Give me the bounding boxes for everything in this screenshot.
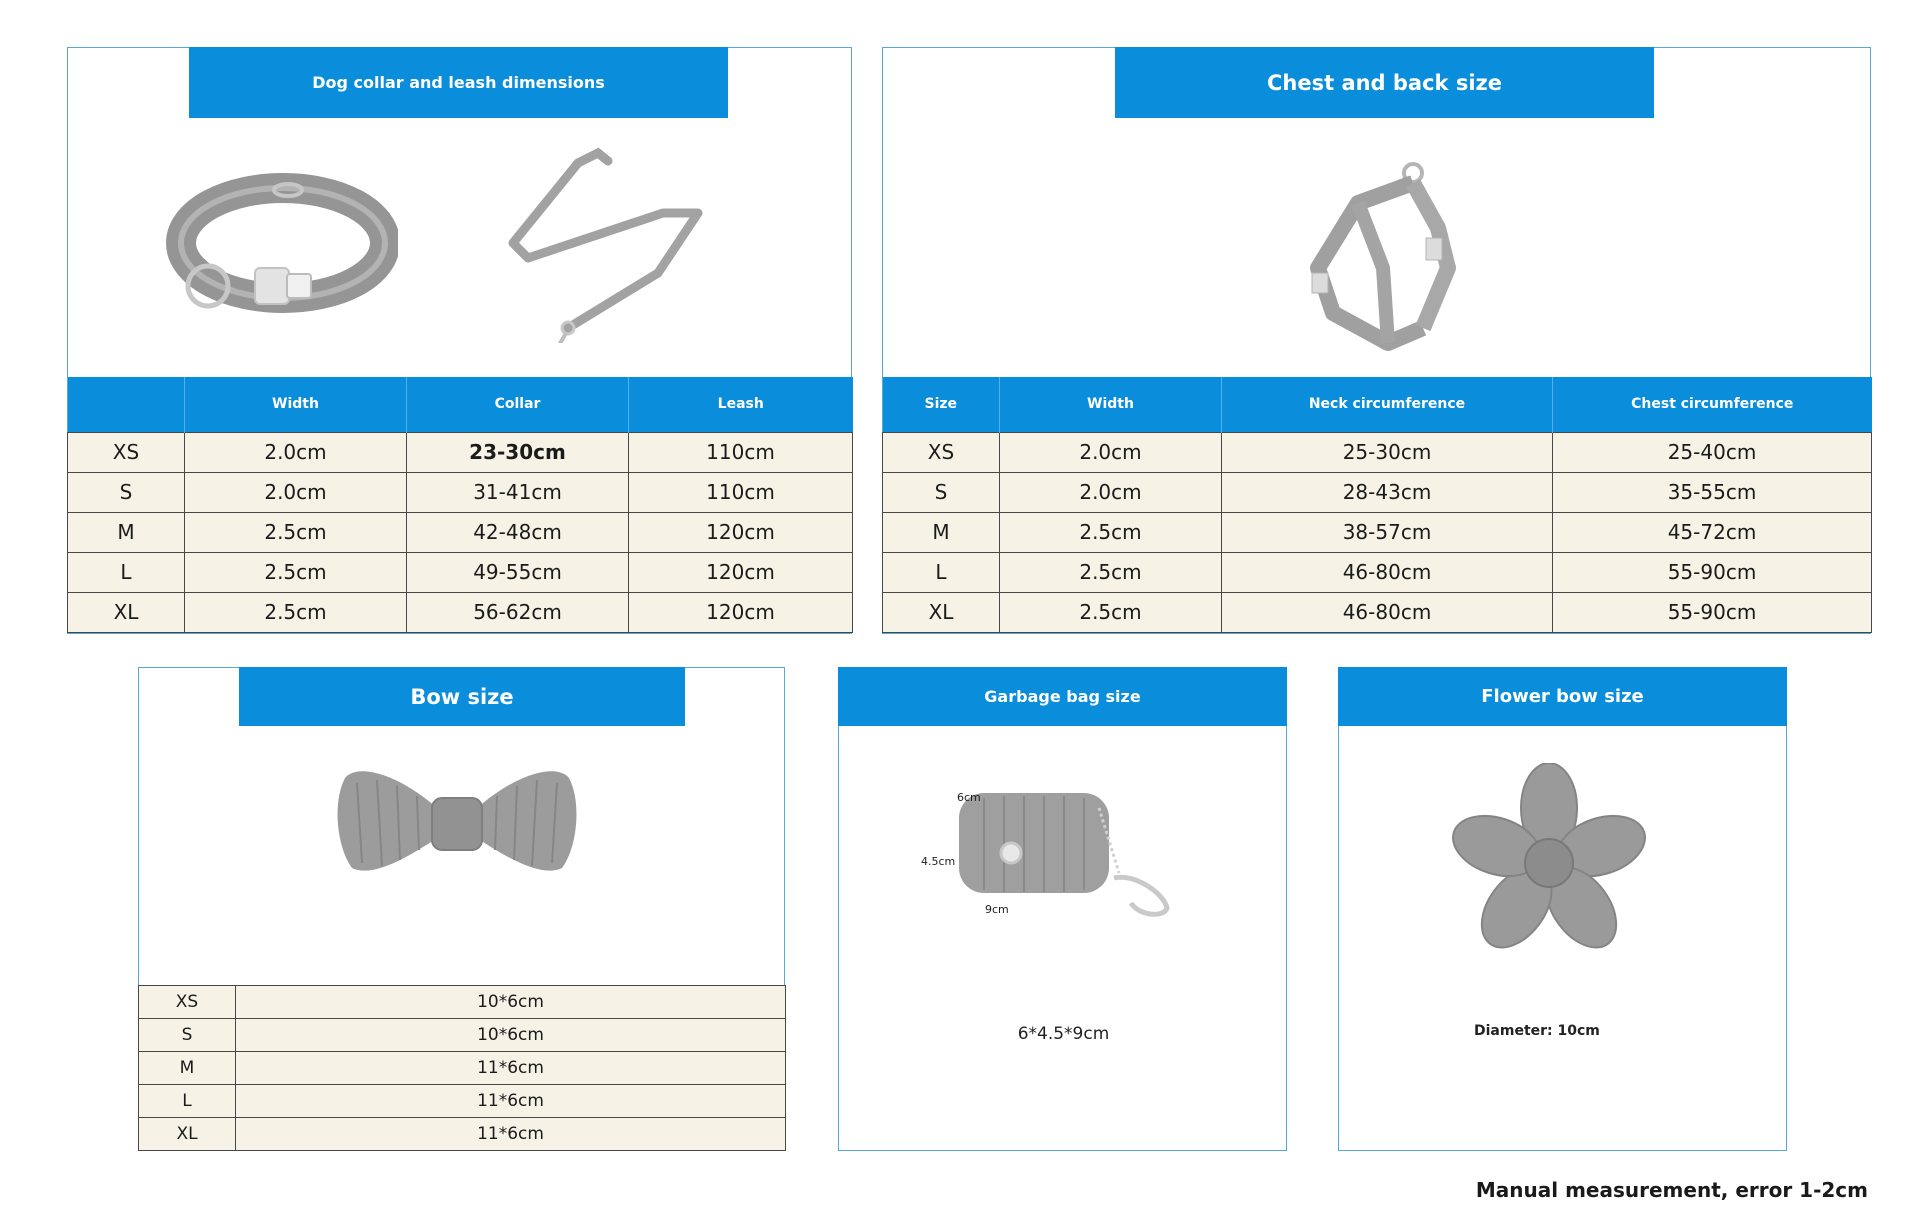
table-row <box>139 986 786 1019</box>
header-width: Width <box>1000 377 1222 432</box>
width-cell: 2.5cm <box>1000 512 1222 552</box>
size-cell: L <box>883 552 1000 592</box>
table-row <box>883 512 1872 552</box>
size-cell: S <box>68 472 185 512</box>
measurement-footnote: Manual measurement, error 1-2cm <box>1475 1178 1868 1202</box>
size-cell: XS <box>68 432 185 472</box>
flower-bow-panel <box>1338 667 1787 1151</box>
collar-size-table <box>67 377 853 633</box>
size-cell: XS <box>883 432 1000 472</box>
collar-image <box>163 168 398 323</box>
size-cell: XL <box>883 592 1000 632</box>
leash-cell: 110cm <box>629 432 853 472</box>
table-row <box>139 1085 786 1118</box>
harness-image <box>1288 158 1468 358</box>
chest-cell: 55-90cm <box>1553 592 1872 632</box>
width-cell: 2.5cm <box>1000 592 1222 632</box>
neck-cell: 46-80cm <box>1222 592 1553 632</box>
harness-title: Chest and back size <box>1115 47 1654 118</box>
leash-cell: 120cm <box>629 512 853 552</box>
width-cell: 2.0cm <box>1000 432 1222 472</box>
header-size <box>68 377 185 432</box>
dimension-cell: 10*6cm <box>236 986 786 1019</box>
table-row <box>883 592 1872 632</box>
dimension-cell: 11*6cm <box>236 1118 786 1151</box>
neck-cell: 38-57cm <box>1222 512 1553 552</box>
flower-diameter-caption: Diameter: 10cm <box>1474 1023 1600 1039</box>
header-chest: Chest circumference <box>1553 377 1872 432</box>
bow-size-table <box>138 985 786 1151</box>
table-row <box>139 1019 786 1052</box>
width-cell: 2.5cm <box>185 592 407 632</box>
width-cell: 2.5cm <box>185 512 407 552</box>
dimension-cell: 10*6cm <box>236 1019 786 1052</box>
flower-bow-image <box>1449 763 1649 963</box>
bag-height-label: 4.5cm <box>921 855 956 868</box>
header-size: Size <box>883 377 1000 432</box>
table-row <box>68 472 853 512</box>
chest-cell: 55-90cm <box>1553 552 1872 592</box>
width-cell: 2.0cm <box>185 472 407 512</box>
size-cell: XL <box>68 592 185 632</box>
table-row <box>68 592 853 632</box>
collar-cell: 31-41cm <box>407 472 629 512</box>
bow-title: Bow size <box>239 667 685 726</box>
size-cell: S <box>139 1019 236 1052</box>
width-cell: 2.0cm <box>185 432 407 472</box>
collar-cell: 23-30cm <box>407 432 629 472</box>
flower-bow-title: Flower bow size <box>1338 667 1787 726</box>
chest-cell: 45-72cm <box>1553 512 1872 552</box>
collar-cell: 56-62cm <box>407 592 629 632</box>
table-row <box>883 472 1872 512</box>
leash-cell: 120cm <box>629 592 853 632</box>
leash-cell: 110cm <box>629 472 853 512</box>
table-row <box>68 552 853 592</box>
neck-cell: 25-30cm <box>1222 432 1553 472</box>
size-cell: M <box>139 1052 236 1085</box>
chest-cell: 35-55cm <box>1553 472 1872 512</box>
collar-cell: 49-55cm <box>407 552 629 592</box>
size-cell: XL <box>139 1118 236 1151</box>
size-cell: M <box>883 512 1000 552</box>
bag-depth-label: 6cm <box>957 791 981 804</box>
collar-leash-title: Dog collar and leash dimensions <box>189 47 728 118</box>
garbage-bag-title: Garbage bag size <box>838 667 1287 726</box>
bow-image <box>327 758 587 893</box>
dimension-cell: 11*6cm <box>236 1052 786 1085</box>
harness-panel <box>882 47 1871 634</box>
leash-image <box>498 143 718 348</box>
header-collar: Collar <box>407 377 629 432</box>
table-row <box>68 512 853 552</box>
harness-size-table <box>882 377 1872 633</box>
neck-cell: 46-80cm <box>1222 552 1553 592</box>
table-row <box>883 552 1872 592</box>
width-cell: 2.5cm <box>185 552 407 592</box>
size-cell: M <box>68 512 185 552</box>
header-width: Width <box>185 377 407 432</box>
chest-cell: 25-40cm <box>1553 432 1872 472</box>
size-cell: L <box>68 552 185 592</box>
size-cell: XS <box>139 986 236 1019</box>
dimension-cell: 11*6cm <box>236 1085 786 1118</box>
collar-cell: 42-48cm <box>407 512 629 552</box>
table-row <box>139 1118 786 1151</box>
header-leash: Leash <box>629 377 853 432</box>
width-cell: 2.0cm <box>1000 472 1222 512</box>
bow-panel <box>138 667 785 1151</box>
bag-dimensions-caption: 6*4.5*9cm <box>1017 1024 1110 1044</box>
garbage-bag-panel <box>838 667 1287 1151</box>
leash-cell: 120cm <box>629 552 853 592</box>
header-neck: Neck circumference <box>1222 377 1553 432</box>
bag-length-label: 9cm <box>985 903 1009 916</box>
width-cell: 2.5cm <box>1000 552 1222 592</box>
neck-cell: 28-43cm <box>1222 472 1553 512</box>
collar-leash-panel <box>67 47 852 634</box>
table-row <box>139 1052 786 1085</box>
table-row <box>883 432 1872 472</box>
size-cell: L <box>139 1085 236 1118</box>
size-cell: S <box>883 472 1000 512</box>
table-row <box>68 432 853 472</box>
